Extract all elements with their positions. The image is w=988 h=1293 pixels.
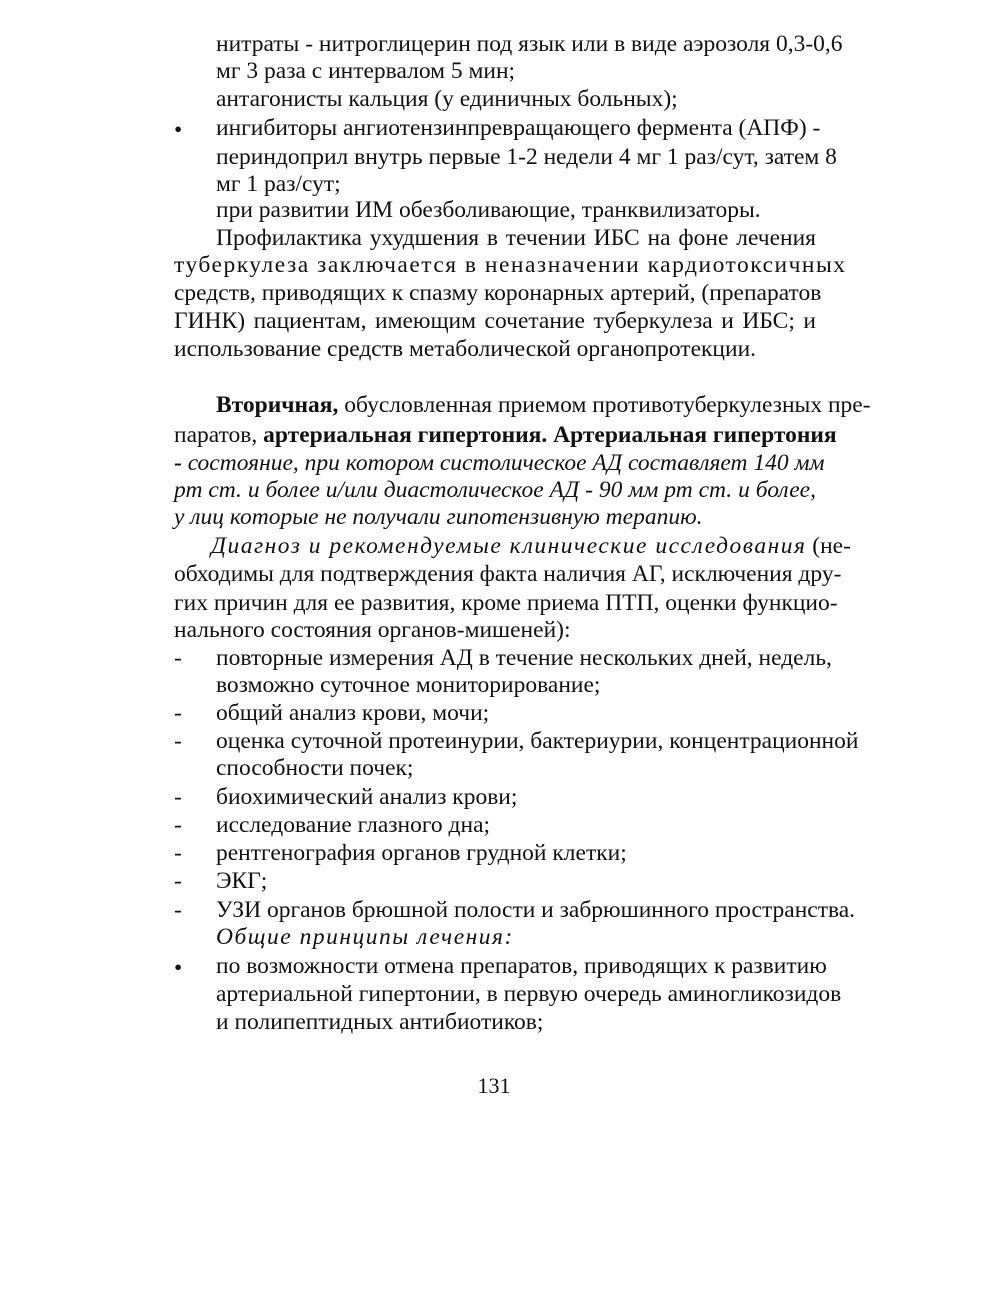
text-line: гих причин для ее развития, кроме приема ПТП, оценки функцио- <box>174 590 838 616</box>
text-line: мг 1 раз/сут; <box>216 171 341 197</box>
page-number: 131 <box>477 1073 511 1098</box>
dash-marker: - <box>174 645 182 671</box>
list-item: УЗИ органов брюшной полости и забрюшинного пространства. <box>216 897 856 923</box>
definition-text: рт ст. и более и/или диастолическое АД - 90 мм рт ст. и более, <box>174 477 816 503</box>
list-item: оценка суточной протеинурии, бактериурии, концентрационной <box>216 728 859 754</box>
list-item: артериальной гипертонии, в первую очередь аминогликозидов <box>216 981 842 1007</box>
text-line: нитраты - нитроглицерин под язык или в виде аэрозоля 0,3-0,6 <box>216 31 843 57</box>
definition-text: у лиц которые не получали гипотензивную терапию. <box>174 504 703 530</box>
text-line: использование средств метаболической органопротекции. <box>174 336 757 362</box>
list-item: способности почек; <box>216 755 414 781</box>
list-item: биохимический анализ крови; <box>216 784 518 810</box>
text-line: Профилактика ухудшения в течении ИБС на фоне лечения <box>216 225 816 251</box>
text-line: средств, приводящих к спазму коронарных артерий, (препаратов <box>174 280 822 306</box>
text-line: туберкулеза заключается в неназначении кардиотоксичных <box>174 252 847 278</box>
bullet-marker: • <box>174 117 183 143</box>
text-line: ингибиторы ангиотензинпревращающего фермента (АПФ) - <box>216 115 821 141</box>
dash-marker: - <box>174 784 182 810</box>
dash-marker: - <box>174 868 182 894</box>
bold-term: артериальная гипертония. Артериальная гипертония <box>263 422 837 448</box>
dash-marker: - <box>174 700 182 726</box>
text-line: нального состояния органов-мишеней): <box>174 617 571 643</box>
text-line: обходимы для подтверждения факта наличия АГ, исключения дру- <box>174 561 842 587</box>
definition-text: состояние, при котором систолическое АД составляет 140 мм <box>181 450 825 476</box>
text-line: периндоприл внутрь первые 1-2 недели 4 мг 1 раз/сут, затем 8 <box>216 144 837 170</box>
dash-marker: - <box>174 728 182 754</box>
text-line: - состояние, при котором систолическое АД составляет 140 мм <box>174 450 825 476</box>
text-line: Диагноз и рекомендуемые клинические исследования (не- <box>211 533 851 559</box>
dash-marker: - <box>174 897 182 923</box>
list-item: ЭКГ; <box>216 868 268 894</box>
section-heading: Диагноз и рекомендуемые клинические исследования <box>211 533 807 559</box>
list-item: общий анализ крови, мочи; <box>216 700 490 726</box>
text-line: паратов, артериальная гипертония. Артериальная гипертония <box>174 422 837 448</box>
text-line: ГИНК) пациентам, имеющим сочетание туберкулеза и ИБС; и <box>174 308 816 334</box>
text-line: при развитии ИМ обезболивающие, транквилизаторы. <box>216 197 761 223</box>
list-item: повторные измерения АД в течение нескольких дней, недель, <box>216 645 832 671</box>
text-line: антагонисты кальция (у единичных больных); <box>216 86 678 112</box>
list-item: возможно суточное мониторирование; <box>216 672 601 698</box>
list-item: исследование глазного дна; <box>216 812 491 838</box>
text-line: Вторичная, обусловленная приемом противотуберкулезных пре- <box>216 392 871 418</box>
bullet-marker: • <box>174 955 183 981</box>
list-item: и полипептидных антибиотиков; <box>216 1009 544 1035</box>
section-heading: Общие принципы лечения: <box>216 924 514 950</box>
list-item: рентгенография органов грудной клетки; <box>216 840 627 866</box>
bold-term: Вторичная, <box>216 392 339 418</box>
list-item: по возможности отмена препаратов, приводящих к развитию <box>216 953 827 979</box>
dash-marker: - <box>174 812 182 838</box>
text-line: мг 3 раза с интервалом 5 мин; <box>216 58 516 84</box>
dash-marker: - <box>174 840 182 866</box>
